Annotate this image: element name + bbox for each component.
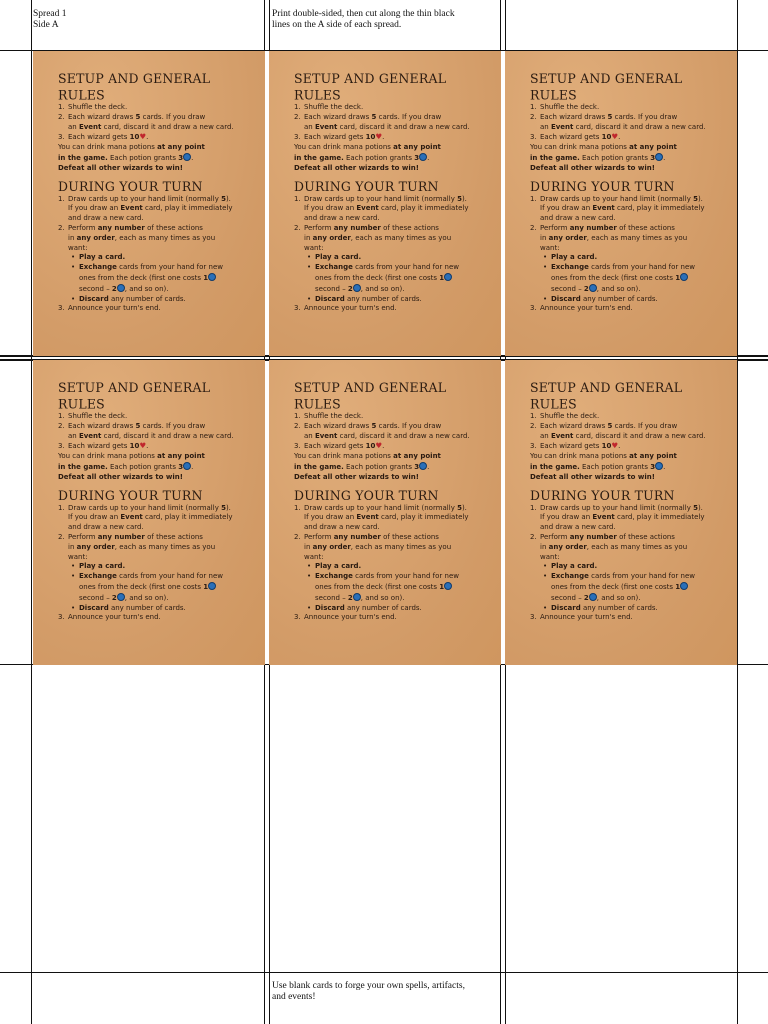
footer-line: Use blank cards to forge your own spells, artifacts, xyxy=(272,981,465,991)
turn-step-2-cont: want: xyxy=(540,243,560,252)
defeat-rule: Defeat all other wizards to win! xyxy=(294,163,419,172)
rules-card xyxy=(33,360,265,665)
mana-icon xyxy=(183,462,191,470)
action-exchange-cont: ones from the deck (first one costs 1 xyxy=(530,273,713,284)
turn-step-2: 2. Perform any number of these actions xyxy=(294,223,439,232)
turn-step-2-cont: in any order, each as many times as you xyxy=(304,233,452,242)
setup-title: SETUP AND GENERAL RULES xyxy=(294,70,447,103)
turn-step-1-cont: If you draw an Event card, play it immediately xyxy=(304,513,469,522)
setup-step-3: 3. Each wizard gets 10♥. xyxy=(58,132,149,142)
mana-icon xyxy=(117,593,125,601)
instruction-line: lines on the A side of each spread. xyxy=(272,20,402,30)
setup-step-2: 2. Each wizard draws 5 cards. If you draw xyxy=(294,112,442,121)
turn-step-1-cont: If you draw an Event card, play it immediately xyxy=(540,204,705,213)
action-play: • Play a card. xyxy=(543,562,598,571)
turn-title: DURING YOUR TURN xyxy=(530,178,675,194)
defeat-rule: Defeat all other wizards to win! xyxy=(58,163,183,172)
setup-step-1: 1. Shuffle the deck. xyxy=(294,412,364,420)
turn-step-2: 2. Perform any number of these actions xyxy=(58,532,203,541)
turn-step-2-cont: want: xyxy=(540,552,560,561)
mana-rule-cont: in the game. Each potion grants 3 . xyxy=(58,462,194,471)
turn-step-2-cont: want: xyxy=(304,552,324,561)
action-play: • Play a card. xyxy=(543,253,598,262)
action-exchange: • Exchange cards from your hand for new xyxy=(307,263,459,272)
action-exchange-cont: second – 2 , and so on). xyxy=(79,284,169,293)
action-play: • Play a card. xyxy=(307,562,362,571)
setup-title: SETUP AND GENERAL RULES xyxy=(530,379,683,412)
turn-step-2: 2. Perform any number of these actions xyxy=(530,532,675,541)
turn-title: DURING YOUR TURN xyxy=(530,487,675,503)
action-exchange-cont: second – 2 , and so on). xyxy=(551,284,641,293)
turn-step-3: 3. Announce your turn's end. xyxy=(530,613,633,622)
mana-icon xyxy=(589,593,597,601)
turn-title: DURING YOUR TURN xyxy=(58,487,203,503)
mana-icon xyxy=(589,284,597,292)
mana-rule: You can drink mana potions at any point xyxy=(530,143,677,152)
mana-icon xyxy=(353,593,361,601)
action-exchange: • Exchange cards from your hand for new xyxy=(71,572,223,581)
setup-step-2: 2. Each wizard draws 5 cards. If you draw xyxy=(58,112,206,121)
turn-step-2-cont: want: xyxy=(68,552,88,561)
mana-rule-cont: in the game. Each potion grants 3 . xyxy=(294,462,430,471)
mana-rule-cont: in the game. Each potion grants 3 . xyxy=(294,153,430,162)
setup-step-2-cont: an Event card, discard it and draw a new card. xyxy=(304,122,470,131)
mana-icon xyxy=(655,462,663,470)
mana-rule: You can drink mana potions at any point xyxy=(58,452,205,461)
action-exchange-cont: ones from the deck (first one costs 1 xyxy=(294,273,477,284)
setup-step-1: 1. Shuffle the deck. xyxy=(530,412,600,420)
action-exchange-cont: second – 2 , and so on). xyxy=(315,593,405,602)
setup-title: SETUP AND GENERAL RULES xyxy=(530,70,683,103)
mana-icon xyxy=(680,273,688,281)
defeat-rule: Defeat all other wizards to win! xyxy=(294,472,419,481)
turn-step-2: 2. Perform any number of these actions xyxy=(58,223,203,232)
action-exchange: • Exchange cards from your hand for new xyxy=(71,263,223,272)
action-exchange-cont: ones from the deck (first one costs 1 xyxy=(530,582,713,593)
turn-step-1: 1. Draw cards up to your hand limit (normally 5). xyxy=(530,503,703,512)
footer-line: and events! xyxy=(272,992,316,1002)
mana-rule: You can drink mana potions at any point xyxy=(294,143,441,152)
cut-line-vertical xyxy=(737,0,738,1024)
mana-icon xyxy=(655,153,663,161)
mana-icon xyxy=(444,582,452,590)
turn-step-1: 1. Draw cards up to your hand limit (normally 5). xyxy=(58,194,231,203)
setup-step-2-cont: an Event card, discard it and draw a new card. xyxy=(68,431,234,440)
action-play: • Play a card. xyxy=(71,253,126,262)
turn-step-1-cont: and draw a new card. xyxy=(540,523,616,532)
turn-step-2-cont: in any order, each as many times as you xyxy=(304,542,452,551)
action-exchange-cont: ones from the deck (first one costs 1 xyxy=(58,582,241,593)
mana-icon xyxy=(419,153,427,161)
rules-card xyxy=(505,51,737,356)
action-discard: • Discard any number of cards. xyxy=(71,603,186,612)
turn-step-2-cont: in any order, each as many times as you xyxy=(540,542,688,551)
turn-step-3: 3. Announce your turn's end. xyxy=(294,304,397,313)
setup-step-2: 2. Each wizard draws 5 cards. If you draw xyxy=(58,421,206,430)
defeat-rule: Defeat all other wizards to win! xyxy=(530,472,655,481)
spread-label-text: Spread 1 xyxy=(33,9,67,19)
turn-step-1-cont: and draw a new card. xyxy=(540,214,616,223)
action-discard: • Discard any number of cards. xyxy=(543,294,658,303)
setup-step-1: 1. Shuffle the deck. xyxy=(530,103,600,111)
instruction-line: Print double-sided, then cut along the thin black xyxy=(272,9,455,19)
turn-title: DURING YOUR TURN xyxy=(294,487,439,503)
mana-icon xyxy=(680,582,688,590)
heart-icon: ♥ xyxy=(611,132,619,142)
cut-line-horizontal xyxy=(0,972,768,973)
setup-step-2-cont: an Event card, discard it and draw a new card. xyxy=(540,431,706,440)
heart-icon: ♥ xyxy=(139,132,147,142)
mana-rule: You can drink mana potions at any point xyxy=(294,452,441,461)
mana-rule-cont: in the game. Each potion grants 3 . xyxy=(58,153,194,162)
mana-icon xyxy=(353,284,361,292)
turn-step-2-cont: want: xyxy=(304,243,324,252)
setup-step-2-cont: an Event card, discard it and draw a new card. xyxy=(540,122,706,131)
setup-step-3: 3. Each wizard gets 10♥. xyxy=(294,441,385,451)
cut-line-vertical xyxy=(31,0,32,1024)
heart-icon: ♥ xyxy=(375,441,383,451)
rules-card xyxy=(269,51,501,356)
mana-icon xyxy=(208,273,216,281)
action-play: • Play a card. xyxy=(307,253,362,262)
setup-step-2-cont: an Event card, discard it and draw a new card. xyxy=(68,122,234,131)
print-instructions xyxy=(272,9,455,31)
turn-step-1-cont: If you draw an Event card, play it immediately xyxy=(304,204,469,213)
mana-icon xyxy=(419,462,427,470)
setup-title: SETUP AND GENERAL RULES xyxy=(58,379,211,412)
spread-label xyxy=(33,9,67,31)
turn-step-1-cont: If you draw an Event card, play it immediately xyxy=(68,513,233,522)
setup-step-2: 2. Each wizard draws 5 cards. If you draw xyxy=(530,112,678,121)
turn-step-1-cont: and draw a new card. xyxy=(304,214,380,223)
setup-step-3: 3. Each wizard gets 10♥. xyxy=(530,441,621,451)
action-exchange: • Exchange cards from your hand for new xyxy=(543,572,695,581)
rules-card xyxy=(33,51,265,356)
heart-icon: ♥ xyxy=(375,132,383,142)
mana-rule: You can drink mana potions at any point xyxy=(58,143,205,152)
defeat-rule: Defeat all other wizards to win! xyxy=(58,472,183,481)
turn-step-2: 2. Perform any number of these actions xyxy=(530,223,675,232)
setup-step-1: 1. Shuffle the deck. xyxy=(294,103,364,111)
turn-step-1: 1. Draw cards up to your hand limit (normally 5). xyxy=(294,194,467,203)
turn-step-1: 1. Draw cards up to your hand limit (normally 5). xyxy=(58,503,231,512)
setup-step-3: 3. Each wizard gets 10♥. xyxy=(294,132,385,142)
turn-step-1: 1. Draw cards up to your hand limit (normally 5). xyxy=(530,194,703,203)
setup-step-3: 3. Each wizard gets 10♥. xyxy=(530,132,621,142)
action-exchange-cont: second – 2 , and so on). xyxy=(315,284,405,293)
mana-rule-cont: in the game. Each potion grants 3 . xyxy=(530,462,666,471)
action-exchange-cont: ones from the deck (first one costs 1 xyxy=(294,582,477,593)
turn-step-1-cont: and draw a new card. xyxy=(68,214,144,223)
turn-step-2-cont: in any order, each as many times as you xyxy=(68,233,216,242)
setup-step-2-cont: an Event card, discard it and draw a new card. xyxy=(304,431,470,440)
mana-rule-cont: in the game. Each potion grants 3 . xyxy=(530,153,666,162)
turn-step-3: 3. Announce your turn's end. xyxy=(58,304,161,313)
side-label-text: Side A xyxy=(33,20,59,30)
setup-step-2: 2. Each wizard draws 5 cards. If you draw xyxy=(530,421,678,430)
action-exchange-cont: ones from the deck (first one costs 1 xyxy=(58,273,241,284)
action-discard: • Discard any number of cards. xyxy=(543,603,658,612)
defeat-rule: Defeat all other wizards to win! xyxy=(530,163,655,172)
turn-step-1: 1. Draw cards up to your hand limit (normally 5). xyxy=(294,503,467,512)
turn-step-1-cont: If you draw an Event card, play it immediately xyxy=(68,204,233,213)
action-discard: • Discard any number of cards. xyxy=(71,294,186,303)
turn-title: DURING YOUR TURN xyxy=(58,178,203,194)
setup-step-3: 3. Each wizard gets 10♥. xyxy=(58,441,149,451)
mana-icon xyxy=(208,582,216,590)
turn-step-2: 2. Perform any number of these actions xyxy=(294,532,439,541)
mana-rule: You can drink mana potions at any point xyxy=(530,452,677,461)
action-exchange-cont: second – 2 , and so on). xyxy=(551,593,641,602)
action-exchange-cont: second – 2 , and so on). xyxy=(79,593,169,602)
setup-title: SETUP AND GENERAL RULES xyxy=(58,70,211,103)
setup-step-2: 2. Each wizard draws 5 cards. If you draw xyxy=(294,421,442,430)
mana-icon xyxy=(183,153,191,161)
turn-step-1-cont: and draw a new card. xyxy=(304,523,380,532)
heart-icon: ♥ xyxy=(139,441,147,451)
action-discard: • Discard any number of cards. xyxy=(307,603,422,612)
setup-title: SETUP AND GENERAL RULES xyxy=(294,379,447,412)
turn-step-2-cont: want: xyxy=(68,243,88,252)
action-exchange: • Exchange cards from your hand for new xyxy=(543,263,695,272)
action-exchange: • Exchange cards from your hand for new xyxy=(307,572,459,581)
action-play: • Play a card. xyxy=(71,562,126,571)
action-discard: • Discard any number of cards. xyxy=(307,294,422,303)
turn-title: DURING YOUR TURN xyxy=(294,178,439,194)
footer-note xyxy=(272,981,465,1003)
setup-step-1: 1. Shuffle the deck. xyxy=(58,412,128,420)
turn-step-3: 3. Announce your turn's end. xyxy=(294,613,397,622)
setup-step-1: 1. Shuffle the deck. xyxy=(58,103,128,111)
mana-icon xyxy=(117,284,125,292)
turn-step-2-cont: in any order, each as many times as you xyxy=(68,542,216,551)
turn-step-3: 3. Announce your turn's end. xyxy=(58,613,161,622)
rules-card xyxy=(505,360,737,665)
turn-step-3: 3. Announce your turn's end. xyxy=(530,304,633,313)
rules-card xyxy=(269,360,501,665)
mana-icon xyxy=(444,273,452,281)
turn-step-1-cont: and draw a new card. xyxy=(68,523,144,532)
turn-step-2-cont: in any order, each as many times as you xyxy=(540,233,688,242)
heart-icon: ♥ xyxy=(611,441,619,451)
turn-step-1-cont: If you draw an Event card, play it immediately xyxy=(540,513,705,522)
